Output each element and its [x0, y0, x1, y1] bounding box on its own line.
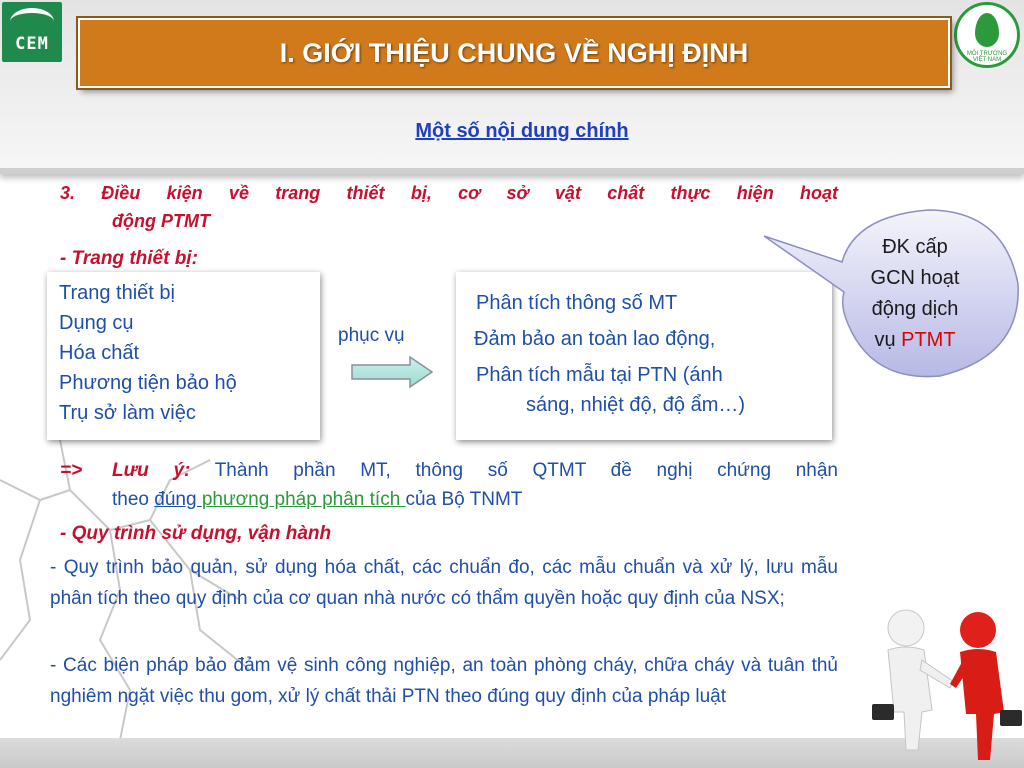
- note-suffix: của Bộ TNMT: [405, 489, 523, 510]
- equipment-item: Hóa chất: [59, 342, 140, 364]
- procedure-paragraph: - Quy trình bảo quản, sử dụng hóa chất, các chuẩn đo, các mẫu chuẩn và xử lý, lưu mẫu phân tích theo quy định của cơ quan nhà nước có thẩm quyền hoặc quy định của NSX;: [50, 557, 838, 609]
- note-line2: [112, 484, 522, 515]
- right-arrow-icon: [350, 355, 434, 389]
- logo-left-text: CEM: [15, 34, 49, 54]
- callout-line: [840, 325, 990, 356]
- logo-right-text: MÔI TRƯỜNG VIỆT NAM: [966, 51, 1008, 63]
- cem-logo-icon: [2, 2, 62, 62]
- slide-subtitle: Một số nội dung chính: [415, 120, 629, 142]
- callout-prefix: vụ: [874, 329, 902, 351]
- callout-accent: PTMT: [901, 329, 956, 351]
- equipment-item: Trụ sở làm việc: [59, 402, 196, 424]
- note-prefix: theo: [112, 489, 155, 510]
- procedure-paragraph: - Các biện pháp bảo đảm vệ sinh công nghiệp, an toàn phòng cháy, chữa cháy và tuân thủ nghiêm ngặt việc thu gom, xử lý chất thải PTN theo đúng quy định của pháp luật: [50, 655, 838, 707]
- note-method-link: phương pháp phân tích: [201, 489, 406, 510]
- section3-line1: 3. Điều kiện về trang thiết bị, cơ sở vật chất thực hiện hoạt: [60, 183, 838, 203]
- purpose-line: Đảm bảo an toàn lao động,: [474, 328, 716, 350]
- note-underlined: đúng: [154, 489, 202, 510]
- callout-line: ĐK cấp: [882, 236, 948, 258]
- procedure-heading: - Quy trình sử dụng, vận hành: [60, 523, 332, 544]
- purpose-line: Phân tích thông số MT: [476, 292, 678, 314]
- note-text: Thành phần MT, thông số QTMT đề nghị chứng nhận: [190, 460, 838, 481]
- equipment-item: Dụng cụ: [59, 312, 134, 334]
- purpose-line: sáng, nhiệt độ, độ ẩm…): [526, 394, 746, 416]
- section3-line2: động PTMT: [112, 211, 210, 231]
- logo-leaf: [975, 13, 999, 47]
- callout-line: GCN hoạt: [870, 267, 960, 289]
- handshake-figures-icon: [866, 600, 1024, 768]
- logo-swoosh: [10, 8, 54, 35]
- callout-line: động dịch: [871, 298, 959, 320]
- equipment-item: Phương tiện bảo hộ: [59, 372, 237, 394]
- equipment-item: Trang thiết bị: [59, 282, 175, 304]
- note-arrow: =>: [60, 460, 83, 481]
- note-line1: [112, 455, 838, 486]
- serve-label: phục vụ: [338, 325, 405, 346]
- note-label: Lưu ý:: [112, 460, 191, 481]
- purpose-line: Phân tích mẫu tại PTN (ánh: [476, 364, 723, 386]
- slide-title: I. GIỚI THIỆU CHUNG VỀ NGHỊ ĐỊNH: [78, 18, 950, 88]
- equipment-heading: - Trang thiết bị:: [60, 248, 198, 269]
- equipment-list-box: [47, 272, 320, 440]
- environment-logo-icon: [954, 2, 1020, 68]
- callout-text: [840, 232, 990, 356]
